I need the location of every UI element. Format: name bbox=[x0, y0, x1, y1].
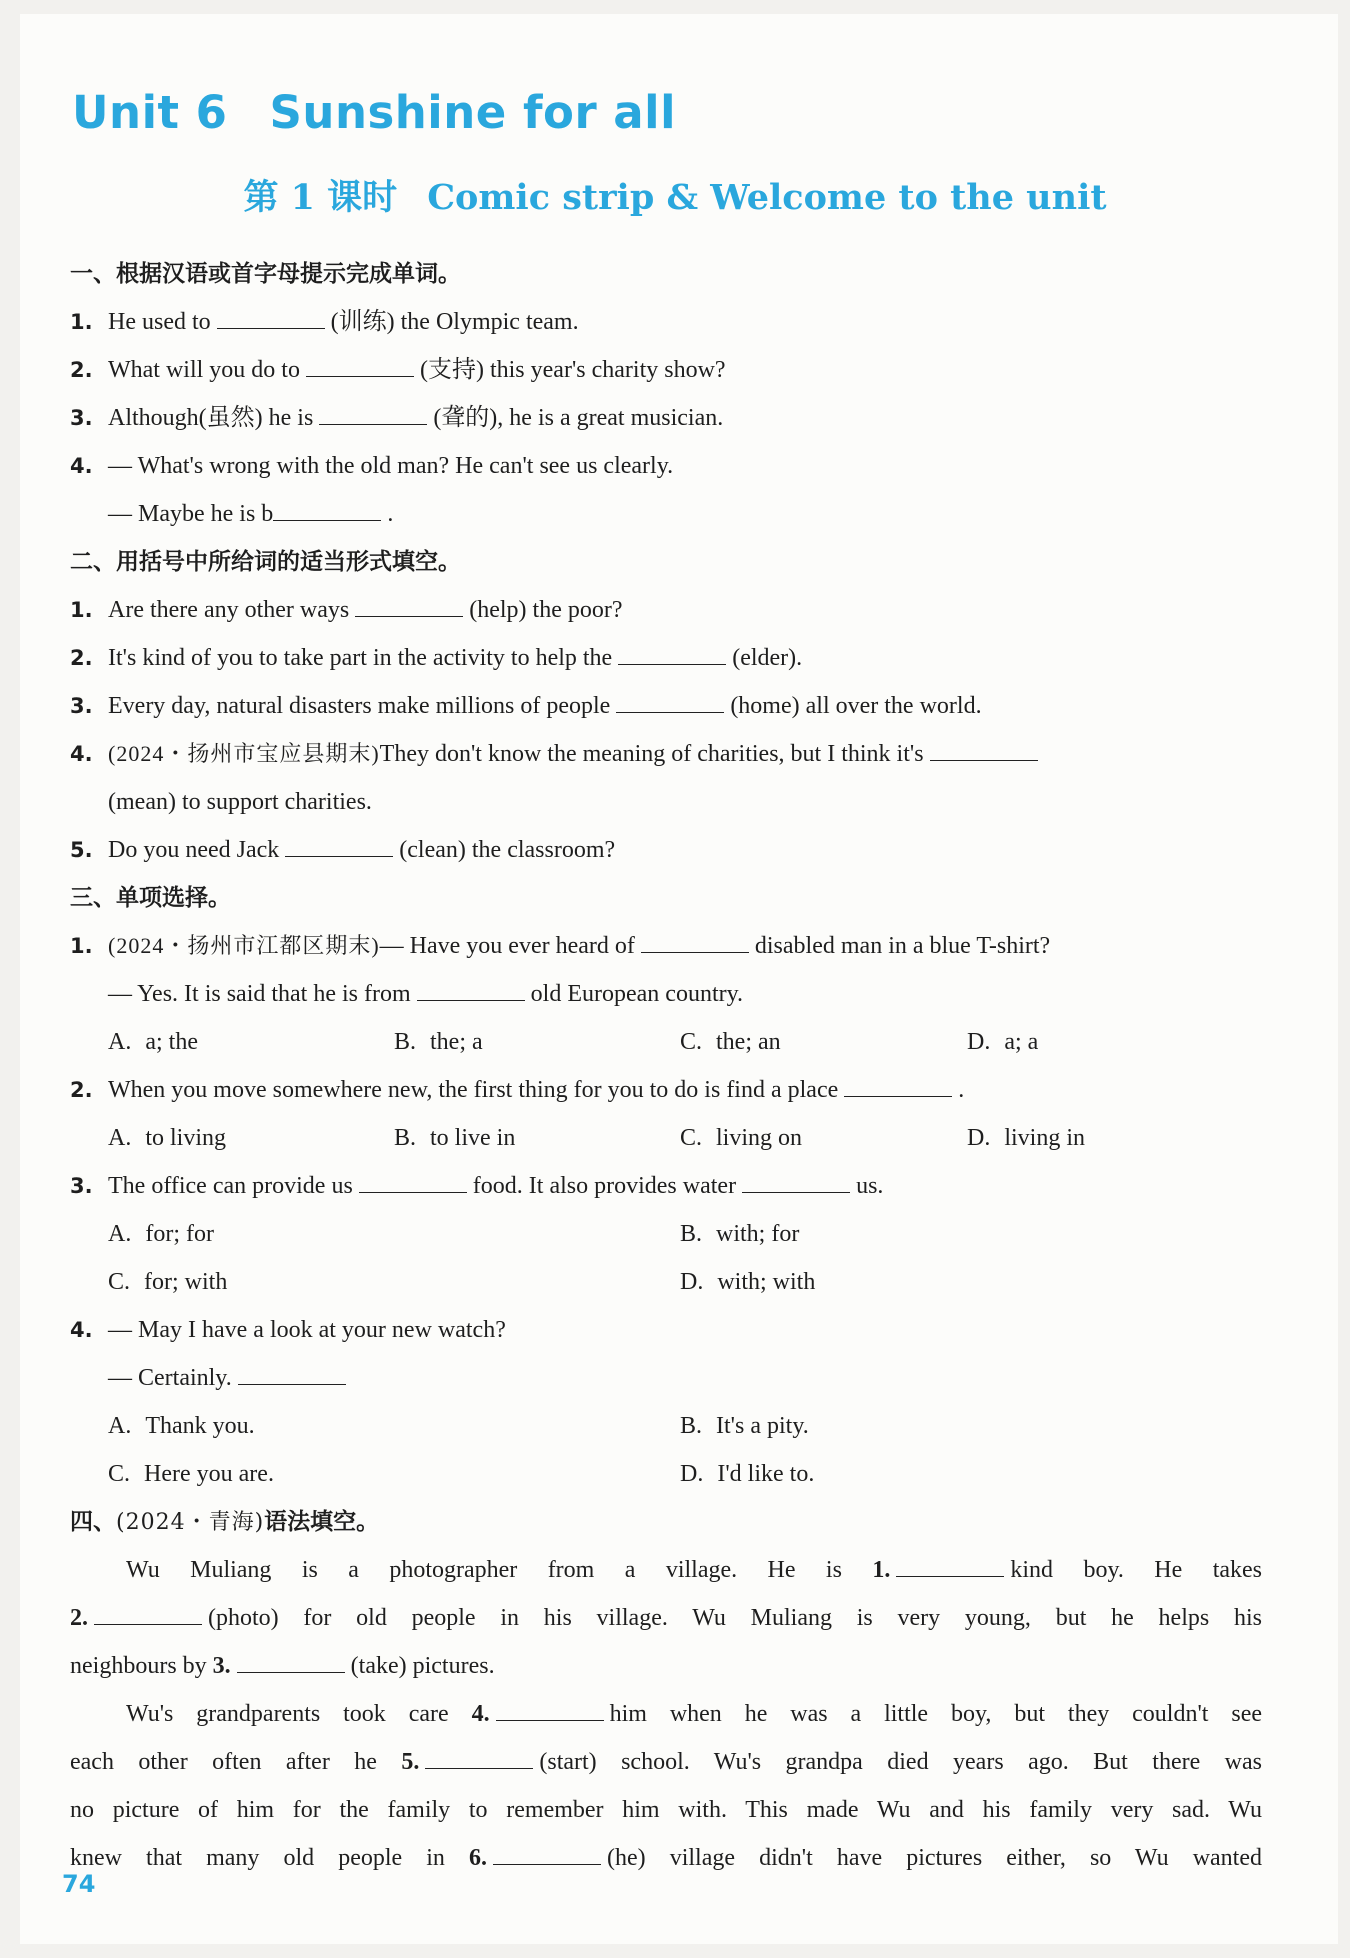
passage-text: (he) village didn't have pictures either, so Wu wanted bbox=[607, 1845, 1262, 1871]
exercise-content bbox=[70, 250, 1262, 1882]
lesson-title bbox=[0, 170, 1350, 220]
question-continued bbox=[70, 970, 1262, 1018]
page-number: 74 bbox=[62, 1870, 96, 1898]
option-b[interactable] bbox=[680, 1402, 809, 1450]
option-letter: C. bbox=[108, 1269, 131, 1295]
blank-number: 5. bbox=[401, 1749, 420, 1775]
option-c[interactable] bbox=[680, 1114, 802, 1162]
section-3-heading: 三、单项选择。 bbox=[70, 885, 231, 911]
question bbox=[70, 1066, 1262, 1114]
option-text: a; a bbox=[1004, 1029, 1039, 1055]
question-text: What will you do to bbox=[108, 357, 300, 383]
question-text: disabled man in a blue T-shirt? bbox=[754, 933, 1051, 959]
lesson-name: Comic strip & Welcome to the unit bbox=[427, 177, 1107, 218]
answer-blank[interactable] bbox=[425, 1740, 533, 1769]
question bbox=[70, 1306, 1262, 1354]
question-continued bbox=[70, 490, 1262, 538]
unit-title bbox=[72, 86, 676, 139]
question-number: 3. bbox=[70, 1174, 93, 1198]
answer-blank[interactable] bbox=[417, 972, 525, 1001]
question-text: (支持) this year's charity show? bbox=[419, 357, 726, 383]
option-a[interactable] bbox=[108, 1114, 226, 1162]
question bbox=[70, 634, 1262, 682]
option-letter: C. bbox=[680, 1125, 703, 1151]
passage-line bbox=[70, 1786, 1262, 1834]
question-text: Do you need Jack bbox=[108, 837, 280, 863]
answer-blank[interactable] bbox=[319, 396, 427, 425]
passage-line bbox=[70, 1834, 1262, 1882]
question-text: (clean) the classroom? bbox=[399, 837, 616, 863]
question-text: He used to bbox=[108, 309, 211, 335]
answer-blank[interactable] bbox=[94, 1596, 202, 1625]
option-d[interactable] bbox=[680, 1450, 814, 1498]
question-number: 2. bbox=[70, 358, 93, 382]
unit-label: Unit 6 bbox=[72, 86, 228, 139]
option-text: with; for bbox=[716, 1221, 800, 1247]
question bbox=[70, 730, 1262, 778]
answer-blank[interactable] bbox=[359, 1164, 467, 1193]
question-continued bbox=[70, 778, 1262, 826]
question-text: — Yes. It is said that he is from bbox=[108, 981, 411, 1007]
option-text: a; the bbox=[145, 1029, 198, 1055]
option-text: to live in bbox=[430, 1125, 516, 1151]
blank-number: 6. bbox=[469, 1845, 488, 1871]
option-text: to living bbox=[145, 1125, 227, 1151]
answer-blank[interactable] bbox=[496, 1692, 604, 1721]
option-text: living on bbox=[716, 1125, 803, 1151]
answer-blank[interactable] bbox=[616, 684, 724, 713]
option-row bbox=[70, 1210, 1262, 1258]
question bbox=[70, 346, 1262, 394]
question-text: When you move somewhere new, the first thing for you to do is find a place bbox=[108, 1077, 839, 1103]
option-text: living in bbox=[1004, 1125, 1086, 1151]
answer-blank[interactable] bbox=[217, 300, 325, 329]
question-number: 1. bbox=[70, 598, 93, 622]
question-text: They don't know the meaning of charities, but I think it's bbox=[379, 741, 924, 767]
answer-blank[interactable] bbox=[844, 1068, 952, 1097]
option-row bbox=[70, 1114, 1262, 1162]
option-letter: B. bbox=[680, 1413, 703, 1439]
option-c[interactable] bbox=[680, 1018, 781, 1066]
passage-text: (take) pictures. bbox=[350, 1653, 495, 1679]
question-number: 4. bbox=[70, 1318, 93, 1342]
passage-line bbox=[70, 1642, 1262, 1690]
option-text: the; an bbox=[716, 1029, 781, 1055]
option-letter: D. bbox=[680, 1461, 704, 1487]
option-text: I'd like to. bbox=[717, 1461, 815, 1487]
option-text: Thank you. bbox=[145, 1413, 255, 1439]
lesson-label: 第 1 课时 bbox=[243, 177, 398, 218]
passage-text: (photo) for old people in his village. Wu Muliang is very young, but he helps his bbox=[208, 1605, 1262, 1631]
answer-blank[interactable] bbox=[237, 1644, 345, 1673]
question-number: 1. bbox=[70, 310, 93, 334]
option-letter: D. bbox=[967, 1125, 991, 1151]
question-continued bbox=[70, 1354, 1262, 1402]
passage-text: knew that many old people in bbox=[70, 1845, 445, 1871]
question bbox=[70, 682, 1262, 730]
question-text: . bbox=[958, 1077, 965, 1103]
question-text: The office can provide us bbox=[108, 1173, 353, 1199]
question bbox=[70, 1162, 1262, 1210]
question-number: 5. bbox=[70, 838, 93, 862]
passage-text: Wu's grandparents took care bbox=[126, 1701, 449, 1727]
option-text: Here you are. bbox=[144, 1461, 274, 1487]
option-b[interactable] bbox=[680, 1210, 799, 1258]
answer-blank[interactable] bbox=[618, 636, 726, 665]
option-d[interactable] bbox=[967, 1114, 1085, 1162]
passage-line bbox=[70, 1690, 1262, 1738]
answer-blank[interactable] bbox=[355, 588, 463, 617]
question-text: — Certainly. bbox=[108, 1365, 232, 1391]
answer-blank[interactable] bbox=[238, 1356, 346, 1385]
question bbox=[70, 586, 1262, 634]
answer-blank[interactable] bbox=[742, 1164, 850, 1193]
passage-line bbox=[70, 1546, 1262, 1594]
question-number: 2. bbox=[70, 1078, 93, 1102]
question-number: 1. bbox=[70, 934, 93, 958]
option-a[interactable] bbox=[108, 1018, 198, 1066]
question-text: old European country. bbox=[530, 981, 744, 1007]
answer-blank[interactable] bbox=[641, 924, 749, 953]
question-text: (home) all over the world. bbox=[730, 693, 982, 719]
passage-text: him when he was a little boy, but they couldn't see bbox=[609, 1701, 1263, 1727]
answer-blank[interactable] bbox=[285, 828, 393, 857]
option-row bbox=[70, 1258, 1262, 1306]
option-letter: D. bbox=[680, 1269, 704, 1295]
section-1-heading: 一、根据汉语或首字母提示完成单词。 bbox=[70, 261, 461, 287]
option-row bbox=[70, 1402, 1262, 1450]
question bbox=[70, 394, 1262, 442]
question bbox=[70, 298, 1262, 346]
question-text: (训练) the Olympic team. bbox=[330, 309, 579, 335]
answer-blank[interactable] bbox=[930, 732, 1038, 761]
question-number: 3. bbox=[70, 694, 93, 718]
question-text: Although(虽然) he is bbox=[108, 405, 314, 431]
blank-number: 4. bbox=[471, 1701, 490, 1727]
option-b[interactable] bbox=[394, 1018, 483, 1066]
option-row bbox=[70, 1450, 1262, 1498]
question bbox=[70, 826, 1262, 874]
passage-text: neighbours by bbox=[70, 1653, 207, 1679]
passage-text: each other often after he bbox=[70, 1749, 377, 1775]
option-a[interactable] bbox=[108, 1402, 255, 1450]
section-4-heading bbox=[70, 1498, 1262, 1546]
question-text: (聋的), he is a great musician. bbox=[433, 405, 724, 431]
answer-blank[interactable] bbox=[306, 348, 414, 377]
option-letter: A. bbox=[108, 1029, 132, 1055]
question-text: — Have you ever heard of bbox=[379, 933, 635, 959]
question-source: (2024・扬州市江都区期末) bbox=[108, 933, 380, 958]
answer-blank[interactable] bbox=[493, 1836, 601, 1865]
blank-number: 1. bbox=[872, 1557, 891, 1583]
unit-name: Sunshine for all bbox=[269, 86, 677, 139]
option-text: It's a pity. bbox=[716, 1413, 809, 1439]
option-a[interactable] bbox=[108, 1210, 214, 1258]
question-text: Are there any other ways bbox=[108, 597, 350, 623]
question-text: — May I have a look at your new watch? bbox=[108, 1317, 506, 1343]
option-c[interactable] bbox=[108, 1450, 274, 1498]
question-text: (help) the poor? bbox=[469, 597, 623, 623]
passage-line bbox=[70, 1738, 1262, 1786]
answer-blank[interactable] bbox=[896, 1548, 1004, 1577]
question-text: Every day, natural disasters make millions of people bbox=[108, 693, 611, 719]
question-text: (elder). bbox=[732, 645, 803, 671]
option-c[interactable] bbox=[108, 1258, 227, 1306]
question bbox=[70, 922, 1262, 970]
passage-text: kind boy. He takes bbox=[1010, 1557, 1263, 1583]
option-letter: A. bbox=[108, 1221, 132, 1247]
section-number: 四、 bbox=[70, 1509, 116, 1535]
question bbox=[70, 442, 1262, 490]
section-instruction: 语法填空。 bbox=[264, 1509, 380, 1535]
option-letter: B. bbox=[394, 1029, 417, 1055]
question-number: 4. bbox=[70, 454, 93, 478]
passage-text: no picture of him for the family to remember him with. This made Wu and his family very sad. Wu bbox=[70, 1797, 1262, 1823]
option-text: for; for bbox=[145, 1221, 214, 1247]
option-text: for; with bbox=[144, 1269, 228, 1295]
option-letter: D. bbox=[967, 1029, 991, 1055]
option-letter: A. bbox=[108, 1413, 132, 1439]
answer-blank[interactable] bbox=[273, 492, 381, 521]
question-number: 3. bbox=[70, 406, 93, 430]
section-2-heading: 二、用括号中所给词的适当形式填空。 bbox=[70, 549, 461, 575]
option-d[interactable] bbox=[680, 1258, 815, 1306]
option-letter: C. bbox=[680, 1029, 703, 1055]
question-text: — Maybe he is b bbox=[108, 501, 274, 527]
passage-text: (start) school. Wu's grandpa died years ago. But there was bbox=[539, 1749, 1262, 1775]
question-text: us. bbox=[856, 1173, 884, 1199]
question-text: It's kind of you to take part in the activity to help the bbox=[108, 645, 613, 671]
question-text: food. It also provides water bbox=[472, 1173, 737, 1199]
option-d[interactable] bbox=[967, 1018, 1038, 1066]
option-row bbox=[70, 1018, 1262, 1066]
option-text: with; with bbox=[717, 1269, 816, 1295]
passage-text: Wu Muliang is a photographer from a village. He is bbox=[126, 1557, 842, 1583]
option-letter: B. bbox=[394, 1125, 417, 1151]
question-text: — What's wrong with the old man? He can't see us clearly. bbox=[108, 453, 674, 479]
question-number: 2. bbox=[70, 646, 93, 670]
passage-line bbox=[70, 1594, 1262, 1642]
question-number: 4. bbox=[70, 742, 93, 766]
question-source: (2024・青海) bbox=[116, 1510, 265, 1535]
option-letter: C. bbox=[108, 1461, 131, 1487]
question-text: . bbox=[387, 501, 394, 527]
blank-number: 2. bbox=[70, 1605, 88, 1631]
blank-number: 3. bbox=[212, 1653, 231, 1679]
option-letter: A. bbox=[108, 1125, 132, 1151]
question-text: (mean) to support charities. bbox=[108, 789, 372, 815]
option-letter: B. bbox=[680, 1221, 703, 1247]
option-b[interactable] bbox=[394, 1114, 515, 1162]
option-text: the; a bbox=[430, 1029, 483, 1055]
question-source: (2024・扬州市宝应县期末) bbox=[108, 741, 380, 766]
